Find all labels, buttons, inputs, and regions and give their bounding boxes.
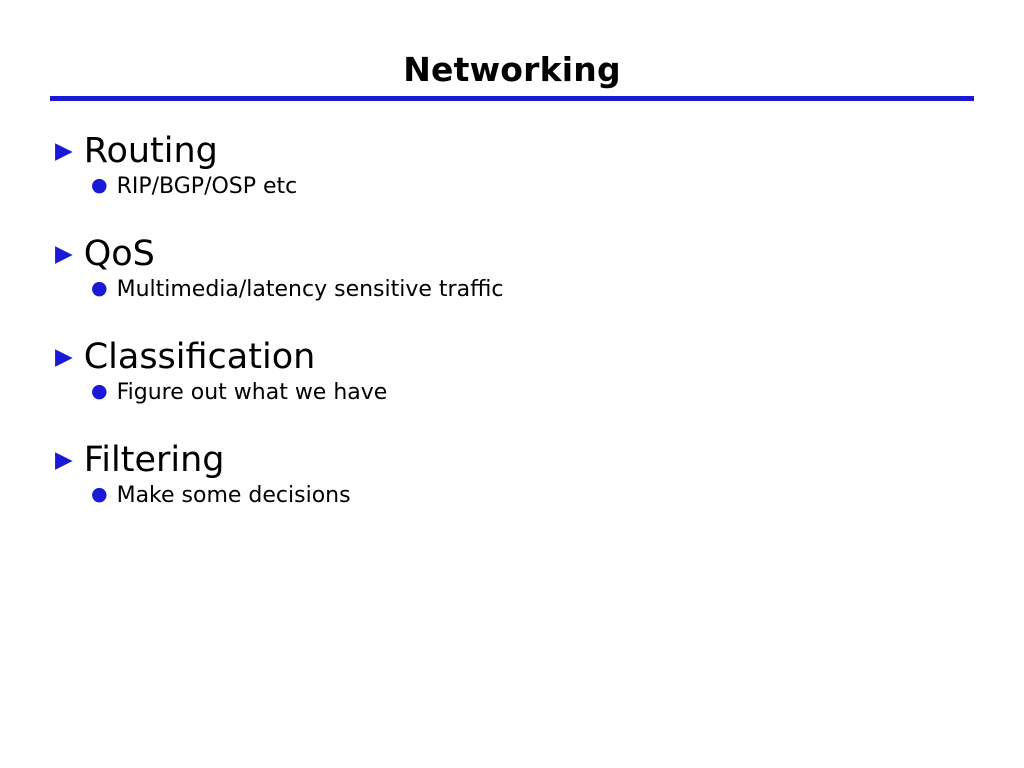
triangle-bullet-icon: ▶ xyxy=(55,446,73,473)
sub-label: Make some decisions xyxy=(116,482,351,508)
triangle-bullet-icon: ▶ xyxy=(55,240,73,267)
topic-filtering xyxy=(55,439,975,480)
dot-bullet-icon: ● xyxy=(91,173,108,196)
sub-item xyxy=(91,278,975,302)
sub-label: Multimedia/latency sensitive traffic xyxy=(116,276,504,302)
topic-routing xyxy=(55,133,975,170)
triangle-bullet-icon: ▶ xyxy=(55,138,73,164)
sub-item xyxy=(91,381,975,405)
sub-label: Figure out what we have xyxy=(116,379,388,405)
topic-label: Routing xyxy=(83,131,218,171)
list-item xyxy=(55,439,975,508)
topic-label: QoS xyxy=(83,233,155,274)
page-title: Networking xyxy=(403,50,621,89)
sub-item xyxy=(91,175,975,199)
sub-item xyxy=(91,484,975,508)
triangle-bullet-icon: ▶ xyxy=(55,343,73,370)
list-item xyxy=(55,233,975,302)
slide-content xyxy=(55,133,975,545)
dot-bullet-icon: ● xyxy=(91,276,108,299)
dot-bullet-icon: ● xyxy=(91,482,108,505)
topic-classification xyxy=(55,336,975,377)
list-item xyxy=(55,336,975,405)
dot-bullet-icon: ● xyxy=(91,379,108,402)
topic-qos xyxy=(55,233,975,274)
topic-label: Classification xyxy=(83,336,316,377)
topic-label: Filtering xyxy=(83,439,225,480)
sub-label: RIP/BGP/OSP etc xyxy=(116,173,298,199)
list-item xyxy=(55,133,975,199)
title-divider xyxy=(50,96,974,101)
